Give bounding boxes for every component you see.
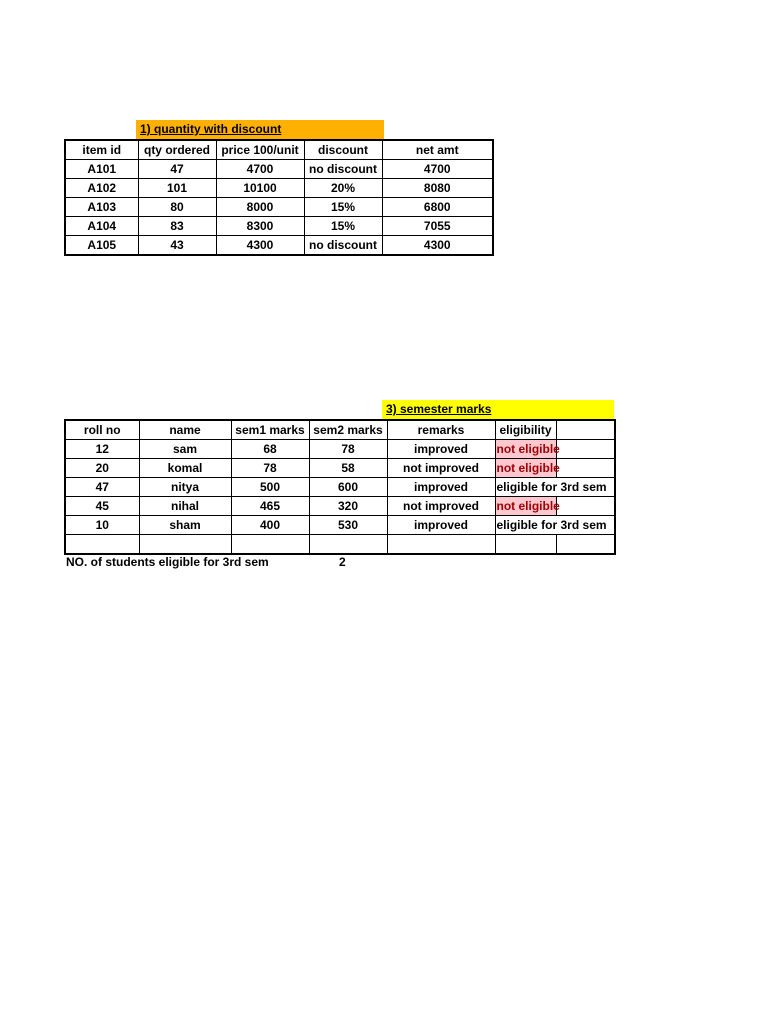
column-header[interactable]: eligibility <box>495 420 556 440</box>
cell-sem1[interactable]: 78 <box>231 459 309 478</box>
cell-price[interactable]: 4300 <box>216 236 304 256</box>
cell-discount[interactable]: 15% <box>304 217 382 236</box>
column-header[interactable]: remarks <box>387 420 495 440</box>
cell-price[interactable]: 8300 <box>216 217 304 236</box>
table-row <box>65 160 493 179</box>
empty-cell[interactable] <box>231 535 309 555</box>
cell-name[interactable]: nitya <box>139 478 231 497</box>
section3-title-cell[interactable] <box>382 400 614 420</box>
table-row <box>65 198 493 217</box>
table-header-row <box>65 420 615 440</box>
cell-net-amt[interactable]: 8080 <box>382 179 493 198</box>
column-header[interactable]: price 100/unit <box>216 140 304 160</box>
cell-sem2[interactable]: 320 <box>309 497 387 516</box>
empty-cell[interactable] <box>556 459 615 478</box>
empty-cell[interactable] <box>139 535 231 555</box>
cell-roll-no[interactable]: 20 <box>65 459 139 478</box>
cell-qty[interactable]: 101 <box>138 179 216 198</box>
cell-name[interactable]: komal <box>139 459 231 478</box>
column-header[interactable]: discount <box>304 140 382 160</box>
cell-qty[interactable]: 83 <box>138 217 216 236</box>
cell-sem2[interactable]: 530 <box>309 516 387 535</box>
cell-net-amt[interactable]: 7055 <box>382 217 493 236</box>
column-header[interactable]: roll no <box>65 420 139 440</box>
cell-discount[interactable]: no discount <box>304 160 382 179</box>
cell-remarks[interactable]: improved <box>387 478 495 497</box>
cell-item-id[interactable]: A101 <box>65 160 138 179</box>
table-row <box>65 440 615 459</box>
cell-eligibility[interactable]: eligible for 3rd sem <box>495 516 615 535</box>
empty-cell[interactable] <box>309 535 387 555</box>
cell-discount[interactable]: 15% <box>304 198 382 217</box>
empty-cell[interactable] <box>387 535 495 555</box>
table-row <box>65 179 493 198</box>
cell-remarks[interactable]: improved <box>387 440 495 459</box>
empty-cell[interactable] <box>556 535 615 555</box>
section1-title-cell[interactable] <box>136 120 384 140</box>
section3-title: 3) semester marks <box>386 402 492 416</box>
cell-eligibility[interactable]: eligible for 3rd sem <box>495 478 615 497</box>
empty-cell[interactable] <box>65 535 139 555</box>
cell-name[interactable]: nihal <box>139 497 231 516</box>
table-header-row <box>65 140 493 160</box>
cell-roll-no[interactable]: 47 <box>65 478 139 497</box>
cell-sem1[interactable]: 400 <box>231 516 309 535</box>
cell-sem1[interactable]: 68 <box>231 440 309 459</box>
cell-sem1[interactable]: 465 <box>231 497 309 516</box>
table-row <box>65 535 615 555</box>
column-header[interactable]: item id <box>65 140 138 160</box>
cell-net-amt[interactable]: 4700 <box>382 160 493 179</box>
cell-sem2[interactable]: 58 <box>309 459 387 478</box>
table-row <box>65 217 493 236</box>
cell-name[interactable]: sam <box>139 440 231 459</box>
cell-item-id[interactable]: A105 <box>65 236 138 256</box>
section1-title: 1) quantity with discount <box>140 122 282 136</box>
cell-item-id[interactable]: A103 <box>65 198 138 217</box>
cell-roll-no[interactable]: 10 <box>65 516 139 535</box>
column-header[interactable]: sem1 marks <box>231 420 309 440</box>
cell-price[interactable]: 10100 <box>216 179 304 198</box>
cell-discount[interactable]: no discount <box>304 236 382 256</box>
column-header[interactable]: qty ordered <box>138 140 216 160</box>
empty-cell[interactable] <box>556 440 615 459</box>
empty-cell[interactable] <box>495 535 556 555</box>
quantity-discount-table <box>64 139 494 256</box>
empty-cell[interactable] <box>556 420 615 440</box>
cell-remarks[interactable]: improved <box>387 516 495 535</box>
table-row <box>65 236 493 256</box>
cell-qty[interactable]: 47 <box>138 160 216 179</box>
cell-name[interactable]: sham <box>139 516 231 535</box>
eligible-count-label[interactable]: NO. of students eligible for 3rd sem <box>66 555 269 569</box>
column-header[interactable]: net amt <box>382 140 493 160</box>
cell-net-amt[interactable]: 6800 <box>382 198 493 217</box>
cell-sem2[interactable]: 600 <box>309 478 387 497</box>
cell-eligibility[interactable]: not eligible <box>495 440 556 459</box>
cell-item-id[interactable]: A102 <box>65 179 138 198</box>
cell-sem2[interactable]: 78 <box>309 440 387 459</box>
cell-qty[interactable]: 80 <box>138 198 216 217</box>
cell-remarks[interactable]: not improved <box>387 497 495 516</box>
table-row <box>65 459 615 478</box>
cell-sem1[interactable]: 500 <box>231 478 309 497</box>
cell-eligibility[interactable]: not eligible <box>495 497 556 516</box>
cell-roll-no[interactable]: 12 <box>65 440 139 459</box>
cell-roll-no[interactable]: 45 <box>65 497 139 516</box>
cell-price[interactable]: 4700 <box>216 160 304 179</box>
cell-eligibility[interactable]: not eligible <box>495 459 556 478</box>
cell-discount[interactable]: 20% <box>304 179 382 198</box>
eligible-count-value[interactable]: 2 <box>339 555 346 569</box>
cell-qty[interactable]: 43 <box>138 236 216 256</box>
cell-net-amt[interactable]: 4300 <box>382 236 493 256</box>
cell-price[interactable]: 8000 <box>216 198 304 217</box>
table-row <box>65 516 615 535</box>
table-row <box>65 478 615 497</box>
column-header[interactable]: name <box>139 420 231 440</box>
table-row <box>65 497 615 516</box>
cell-remarks[interactable]: not improved <box>387 459 495 478</box>
cell-item-id[interactable]: A104 <box>65 217 138 236</box>
semester-marks-table <box>64 419 616 555</box>
column-header[interactable]: sem2 marks <box>309 420 387 440</box>
empty-cell[interactable] <box>556 497 615 516</box>
